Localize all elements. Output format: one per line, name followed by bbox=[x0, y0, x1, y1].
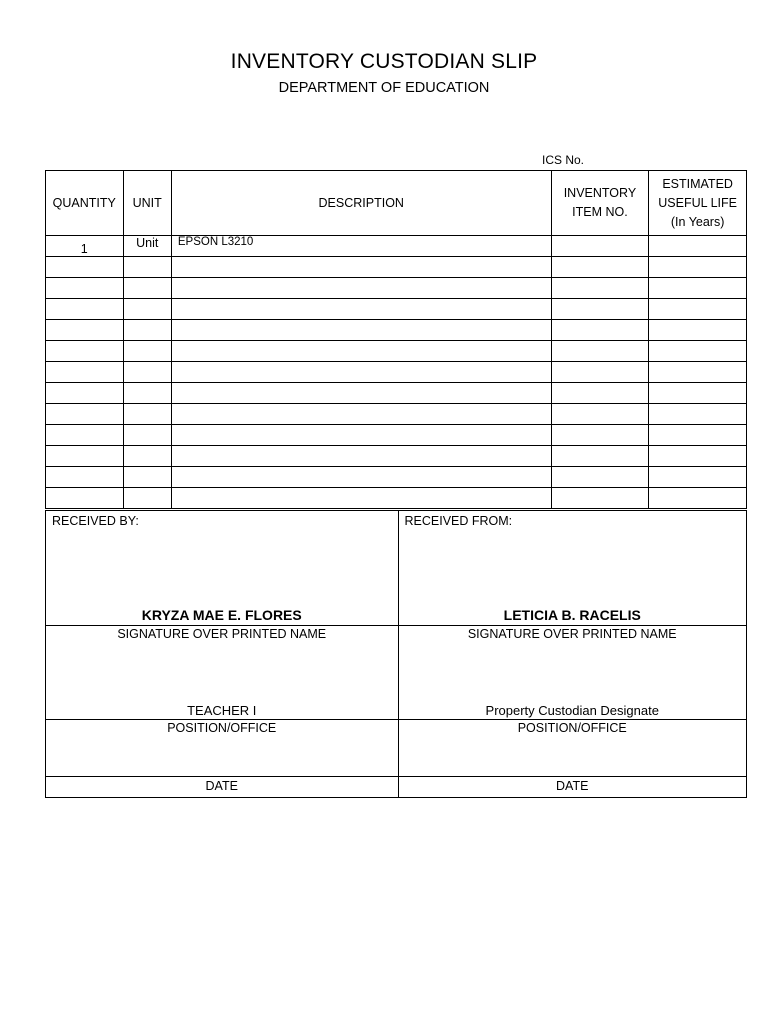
header-life-line2: USEFUL LIFE bbox=[658, 195, 737, 210]
position-office-cell-right bbox=[398, 720, 747, 777]
cell-inventory-no bbox=[551, 257, 649, 278]
cell-inventory-no bbox=[551, 383, 649, 404]
date-cell-left bbox=[46, 777, 399, 798]
received-from-cell bbox=[398, 511, 747, 626]
cell-description bbox=[171, 404, 551, 425]
received-from-name: LETICIA B. RACELIS bbox=[503, 607, 641, 623]
cell-description bbox=[171, 299, 551, 320]
cell-unit bbox=[123, 362, 171, 383]
cell-description bbox=[171, 383, 551, 404]
signature-label-right: SIGNATURE OVER PRINTED NAME bbox=[467, 627, 677, 641]
cell-quantity: 1 bbox=[46, 236, 124, 257]
cell-useful-life bbox=[649, 425, 747, 446]
date-label-right: DATE bbox=[556, 779, 589, 793]
table-row bbox=[46, 383, 747, 404]
cell-description bbox=[171, 341, 551, 362]
cell-unit bbox=[123, 467, 171, 488]
header-description: DESCRIPTION bbox=[171, 171, 551, 236]
cell-description bbox=[171, 446, 551, 467]
cell-inventory-no bbox=[551, 425, 649, 446]
header-inventory-item-no bbox=[551, 171, 649, 236]
cell-useful-life bbox=[649, 278, 747, 299]
cell-useful-life bbox=[649, 446, 747, 467]
received-from-position: Property Custodian Designate bbox=[485, 703, 659, 718]
table-row bbox=[46, 236, 747, 257]
cell-unit bbox=[123, 341, 171, 362]
cell-unit bbox=[123, 446, 171, 467]
cell-unit: Unit bbox=[123, 236, 171, 257]
header-life-line3: (In Years) bbox=[670, 214, 725, 229]
cell-useful-life bbox=[649, 404, 747, 425]
received-by-label: RECEIVED BY: bbox=[52, 514, 139, 528]
received-by-cell bbox=[46, 511, 399, 626]
cell-unit bbox=[123, 257, 171, 278]
table-row bbox=[46, 278, 747, 299]
cell-description bbox=[171, 278, 551, 299]
cell-quantity bbox=[46, 362, 124, 383]
cell-unit bbox=[123, 404, 171, 425]
table-row bbox=[46, 257, 747, 278]
table-row bbox=[46, 299, 747, 320]
table-row bbox=[46, 446, 747, 467]
header-inventory-line2: ITEM NO. bbox=[572, 205, 628, 219]
cell-inventory-no bbox=[551, 362, 649, 383]
cell-description bbox=[171, 467, 551, 488]
date-cell-right bbox=[398, 777, 747, 798]
received-by-signature-cell bbox=[46, 626, 399, 720]
cell-inventory-no bbox=[551, 299, 649, 320]
position-label-right: POSITION/OFFICE bbox=[517, 721, 627, 735]
cell-inventory-no bbox=[551, 404, 649, 425]
document-subtitle: DEPARTMENT OF EDUCATION bbox=[278, 80, 490, 96]
table-row bbox=[46, 404, 747, 425]
cell-useful-life bbox=[649, 257, 747, 278]
signature-table bbox=[45, 510, 747, 798]
received-from-signature-cell bbox=[398, 626, 747, 720]
cell-description: EPSON L3210 bbox=[171, 236, 551, 257]
table-row bbox=[46, 425, 747, 446]
received-from-label: RECEIVED FROM: bbox=[404, 514, 513, 528]
table-row bbox=[46, 320, 747, 341]
cell-inventory-no bbox=[551, 446, 649, 467]
cell-description bbox=[171, 488, 551, 509]
table-row bbox=[46, 341, 747, 362]
cell-useful-life bbox=[649, 320, 747, 341]
cell-useful-life bbox=[649, 383, 747, 404]
cell-useful-life bbox=[649, 299, 747, 320]
cell-quantity bbox=[46, 425, 124, 446]
table-row bbox=[46, 488, 747, 509]
cell-description bbox=[171, 362, 551, 383]
cell-unit bbox=[123, 425, 171, 446]
header-life-line1: ESTIMATED bbox=[662, 176, 733, 191]
cell-unit bbox=[123, 278, 171, 299]
cell-description bbox=[171, 425, 551, 446]
cell-description bbox=[171, 257, 551, 278]
cell-unit bbox=[123, 488, 171, 509]
cell-useful-life bbox=[649, 467, 747, 488]
cell-useful-life bbox=[649, 488, 747, 509]
cell-inventory-no bbox=[551, 236, 649, 257]
table-header-row bbox=[46, 171, 747, 236]
header-inventory-line1: INVENTORY bbox=[563, 186, 637, 200]
cell-quantity bbox=[46, 299, 124, 320]
cell-useful-life bbox=[649, 341, 747, 362]
cell-quantity bbox=[46, 257, 124, 278]
cell-useful-life bbox=[649, 236, 747, 257]
header-unit: UNIT bbox=[123, 171, 171, 236]
cell-inventory-no bbox=[551, 278, 649, 299]
received-by-name: KRYZA MAE E. FLORES bbox=[141, 607, 302, 623]
date-label-left: DATE bbox=[205, 779, 238, 793]
cell-unit bbox=[123, 320, 171, 341]
items-table bbox=[45, 170, 747, 509]
cell-quantity bbox=[46, 278, 124, 299]
position-office-cell-left bbox=[46, 720, 399, 777]
cell-inventory-no bbox=[551, 467, 649, 488]
position-label-left: POSITION/OFFICE bbox=[167, 721, 277, 735]
cell-inventory-no bbox=[551, 320, 649, 341]
document-title: INVENTORY CUSTODIAN SLIP bbox=[230, 50, 538, 73]
signature-label-left: SIGNATURE OVER PRINTED NAME bbox=[117, 627, 327, 641]
cell-quantity bbox=[46, 446, 124, 467]
cell-useful-life bbox=[649, 362, 747, 383]
cell-quantity bbox=[46, 320, 124, 341]
cell-unit bbox=[123, 299, 171, 320]
cell-quantity bbox=[46, 341, 124, 362]
cell-quantity bbox=[46, 488, 124, 509]
cell-quantity bbox=[46, 404, 124, 425]
cell-unit bbox=[123, 383, 171, 404]
cell-inventory-no bbox=[551, 341, 649, 362]
cell-quantity bbox=[46, 467, 124, 488]
cell-inventory-no bbox=[551, 488, 649, 509]
header-quantity: QUANTITY bbox=[46, 171, 124, 236]
cell-quantity bbox=[46, 383, 124, 404]
table-row bbox=[46, 467, 747, 488]
header-useful-life bbox=[649, 171, 747, 236]
table-row bbox=[46, 362, 747, 383]
cell-description bbox=[171, 320, 551, 341]
ics-number-label: ICS No. bbox=[542, 153, 585, 167]
received-by-position: TEACHER I bbox=[187, 703, 257, 718]
